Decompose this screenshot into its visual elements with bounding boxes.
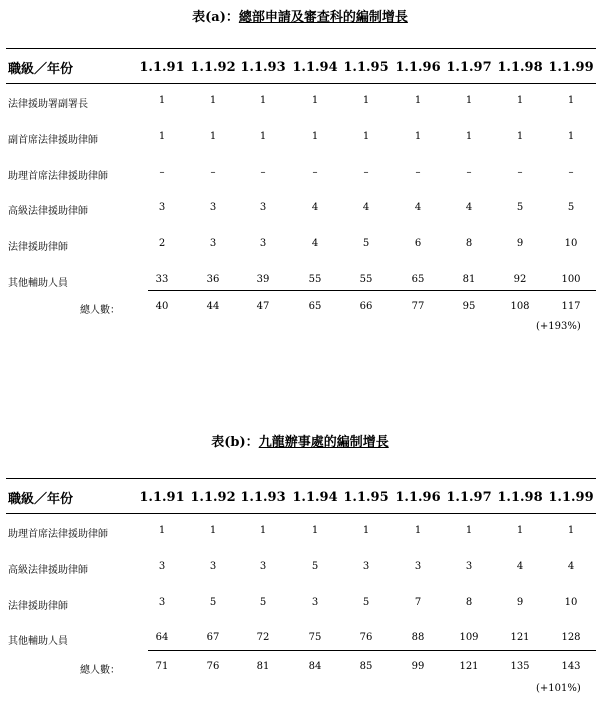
year-header: 1.1.95 xyxy=(343,60,389,75)
table-b-growth-note: (+101%) xyxy=(536,683,581,694)
table-cell: 10 xyxy=(564,596,578,608)
row-label: 法律援助律師 xyxy=(8,600,68,612)
table-b-title-main: 九龍辦事處的編制增長 xyxy=(258,435,389,450)
table-cell: 1 xyxy=(311,95,319,106)
table-cell: – xyxy=(312,166,318,178)
table-cell: 55 xyxy=(308,274,322,285)
table-b-top-rule xyxy=(6,478,596,479)
table-a-top-rule xyxy=(6,48,596,49)
table-cell: 1 xyxy=(311,525,319,536)
table-cell: 88 xyxy=(411,632,425,644)
table-cell: 5 xyxy=(567,202,575,214)
year-header: 1.1.91 xyxy=(139,60,185,75)
table-cell: – xyxy=(517,166,523,178)
table-cell: 1 xyxy=(414,525,422,536)
table-cell: 1 xyxy=(158,95,166,106)
year-header: 1.1.93 xyxy=(240,490,286,505)
year-header: 1.1.93 xyxy=(240,60,286,75)
table-cell: 1 xyxy=(209,525,217,536)
table-cell: 65 xyxy=(411,274,425,285)
total-cell: 40 xyxy=(155,301,169,312)
row-label: 助理首席法律援助律師 xyxy=(8,529,108,540)
total-cell: 121 xyxy=(459,661,479,672)
table-cell: 8 xyxy=(465,238,473,250)
year-header: 1.1.91 xyxy=(139,490,185,505)
row-label: 高級法律援助律師 xyxy=(8,564,88,576)
table-cell: 81 xyxy=(462,274,476,285)
table-cell: 1 xyxy=(567,525,575,536)
table-cell: 3 xyxy=(158,596,166,608)
table-cell: 7 xyxy=(414,596,422,608)
total-cell: 47 xyxy=(256,301,270,312)
table-cell: 3 xyxy=(311,596,319,608)
table-cell: 8 xyxy=(465,596,473,608)
table-a-total-rule xyxy=(148,290,596,291)
table-cell: 2 xyxy=(158,238,166,250)
row-label: 其他輔助人員 xyxy=(8,636,68,648)
table-b-total-rule xyxy=(148,650,596,651)
total-cell: 66 xyxy=(359,301,373,312)
table-cell: 1 xyxy=(516,525,524,536)
total-cell: 99 xyxy=(411,661,425,672)
table-cell: 1 xyxy=(567,130,575,142)
total-cell: 71 xyxy=(155,661,169,672)
year-header: 1.1.95 xyxy=(343,490,389,505)
row-label: 其他輔助人員 xyxy=(8,278,68,289)
table-cell: 36 xyxy=(206,274,220,285)
table-cell: 1 xyxy=(209,95,217,106)
table-cell: 10 xyxy=(564,238,578,250)
table-cell: 1 xyxy=(414,95,422,106)
table-cell: 121 xyxy=(510,632,530,644)
table-cell: 4 xyxy=(311,202,319,214)
table-a-growth-note: (+193%) xyxy=(536,321,581,332)
table-a-title-main: 總部申請及審查科的編制增長 xyxy=(238,10,408,25)
table-cell: 3 xyxy=(362,560,370,572)
table-cell: 1 xyxy=(465,130,473,142)
table-cell: 75 xyxy=(308,632,322,644)
table-cell: 5 xyxy=(259,596,267,608)
year-header: 1.1.96 xyxy=(395,490,441,505)
row-label: 法律援助署副署長 xyxy=(8,99,88,110)
table-cell: 1 xyxy=(414,130,422,142)
year-header: 1.1.98 xyxy=(497,60,543,75)
table-cell: 1 xyxy=(259,525,267,536)
table-cell: 5 xyxy=(362,596,370,608)
total-cell: 135 xyxy=(510,661,530,672)
table-cell: 3 xyxy=(259,560,267,572)
table-cell: 4 xyxy=(414,202,422,214)
table-cell: – xyxy=(415,166,421,178)
table-b-title-prefix: 表(b)： xyxy=(211,435,259,450)
table-cell: 1 xyxy=(465,525,473,536)
table-cell: 67 xyxy=(206,632,220,644)
row-label: 法律援助律師 xyxy=(8,242,68,254)
table-cell: 3 xyxy=(259,202,267,214)
total-cell: 77 xyxy=(411,301,425,312)
table-cell: 4 xyxy=(362,202,370,214)
table-cell: 1 xyxy=(567,95,575,106)
year-header: 1.1.97 xyxy=(446,490,492,505)
table-cell: – xyxy=(363,166,369,178)
table-cell: 3 xyxy=(209,202,217,214)
total-cell: 65 xyxy=(308,301,322,312)
table-cell: 1 xyxy=(259,130,267,142)
total-cell: 117 xyxy=(561,301,581,312)
table-cell: 3 xyxy=(209,560,217,572)
table-cell: 6 xyxy=(414,238,422,250)
year-header: 1.1.98 xyxy=(497,490,543,505)
table-cell: 1 xyxy=(158,130,166,142)
table-cell: 64 xyxy=(155,632,169,644)
table-cell: – xyxy=(466,166,472,178)
total-cell: 76 xyxy=(206,661,220,672)
total-cell: 44 xyxy=(206,301,220,312)
table-cell: 5 xyxy=(209,596,217,608)
table-cell: – xyxy=(210,166,216,178)
table-cell: 76 xyxy=(359,632,373,644)
table-cell: 39 xyxy=(256,274,270,285)
table-cell: – xyxy=(260,166,266,178)
table-cell: 3 xyxy=(465,560,473,572)
table-cell: 4 xyxy=(567,560,575,572)
table-a-header-label: 職級／年份 xyxy=(8,62,74,77)
table-b-total-label: 總人數： xyxy=(80,665,120,676)
row-label: 副首席法律援助律師 xyxy=(8,134,98,146)
table-cell: 3 xyxy=(414,560,422,572)
row-label: 高級法律援助律師 xyxy=(8,206,88,218)
row-label: 助理首席法律援助律師 xyxy=(8,170,108,182)
table-cell: 3 xyxy=(158,560,166,572)
table-a-header-rule xyxy=(6,83,596,84)
table-cell: 1 xyxy=(158,525,166,536)
year-header: 1.1.99 xyxy=(548,60,594,75)
year-header: 1.1.92 xyxy=(190,60,236,75)
year-header: 1.1.96 xyxy=(395,60,441,75)
table-cell: 1 xyxy=(362,525,370,536)
table-cell: 72 xyxy=(256,632,270,644)
table-cell: 3 xyxy=(259,238,267,250)
table-cell: 55 xyxy=(359,274,373,285)
table-cell: 1 xyxy=(362,95,370,106)
year-header: 1.1.92 xyxy=(190,490,236,505)
table-cell: 92 xyxy=(513,274,527,285)
total-cell: 81 xyxy=(256,661,270,672)
total-cell: 84 xyxy=(308,661,322,672)
table-a-title-prefix: 表(a)： xyxy=(192,10,239,25)
total-cell: 85 xyxy=(359,661,373,672)
year-header: 1.1.94 xyxy=(292,60,338,75)
table-cell: 3 xyxy=(158,202,166,214)
table-cell: 5 xyxy=(362,238,370,250)
table-cell: 1 xyxy=(465,95,473,106)
table-cell: 4 xyxy=(311,238,319,250)
table-cell: 4 xyxy=(465,202,473,214)
table-b-title xyxy=(0,431,600,450)
table-b-header-rule xyxy=(6,513,596,514)
total-cell: 95 xyxy=(462,301,476,312)
year-header: 1.1.97 xyxy=(446,60,492,75)
table-cell: 1 xyxy=(516,95,524,106)
table-cell: 1 xyxy=(209,130,217,142)
table-a-title xyxy=(0,6,600,25)
table-cell: 9 xyxy=(516,238,524,250)
table-cell: 4 xyxy=(516,560,524,572)
table-cell: 1 xyxy=(516,130,524,142)
table-cell: 3 xyxy=(209,238,217,250)
table-cell: 1 xyxy=(259,95,267,106)
table-cell: 100 xyxy=(561,274,581,285)
total-cell: 108 xyxy=(510,301,530,312)
table-cell: 33 xyxy=(155,274,169,285)
table-cell: 1 xyxy=(311,130,319,142)
table-cell: 5 xyxy=(311,560,319,572)
table-a-total-label: 總人數： xyxy=(80,305,120,316)
year-header: 1.1.99 xyxy=(548,490,594,505)
table-b-header-label: 職級／年份 xyxy=(8,492,74,507)
table-cell: 128 xyxy=(561,632,581,644)
year-header: 1.1.94 xyxy=(292,490,338,505)
table-cell: 1 xyxy=(362,130,370,142)
table-cell: – xyxy=(159,166,165,178)
table-cell: – xyxy=(568,166,574,178)
table-cell: 109 xyxy=(459,632,479,644)
table-cell: 5 xyxy=(516,202,524,214)
table-cell: 9 xyxy=(516,596,524,608)
total-cell: 143 xyxy=(561,661,581,672)
